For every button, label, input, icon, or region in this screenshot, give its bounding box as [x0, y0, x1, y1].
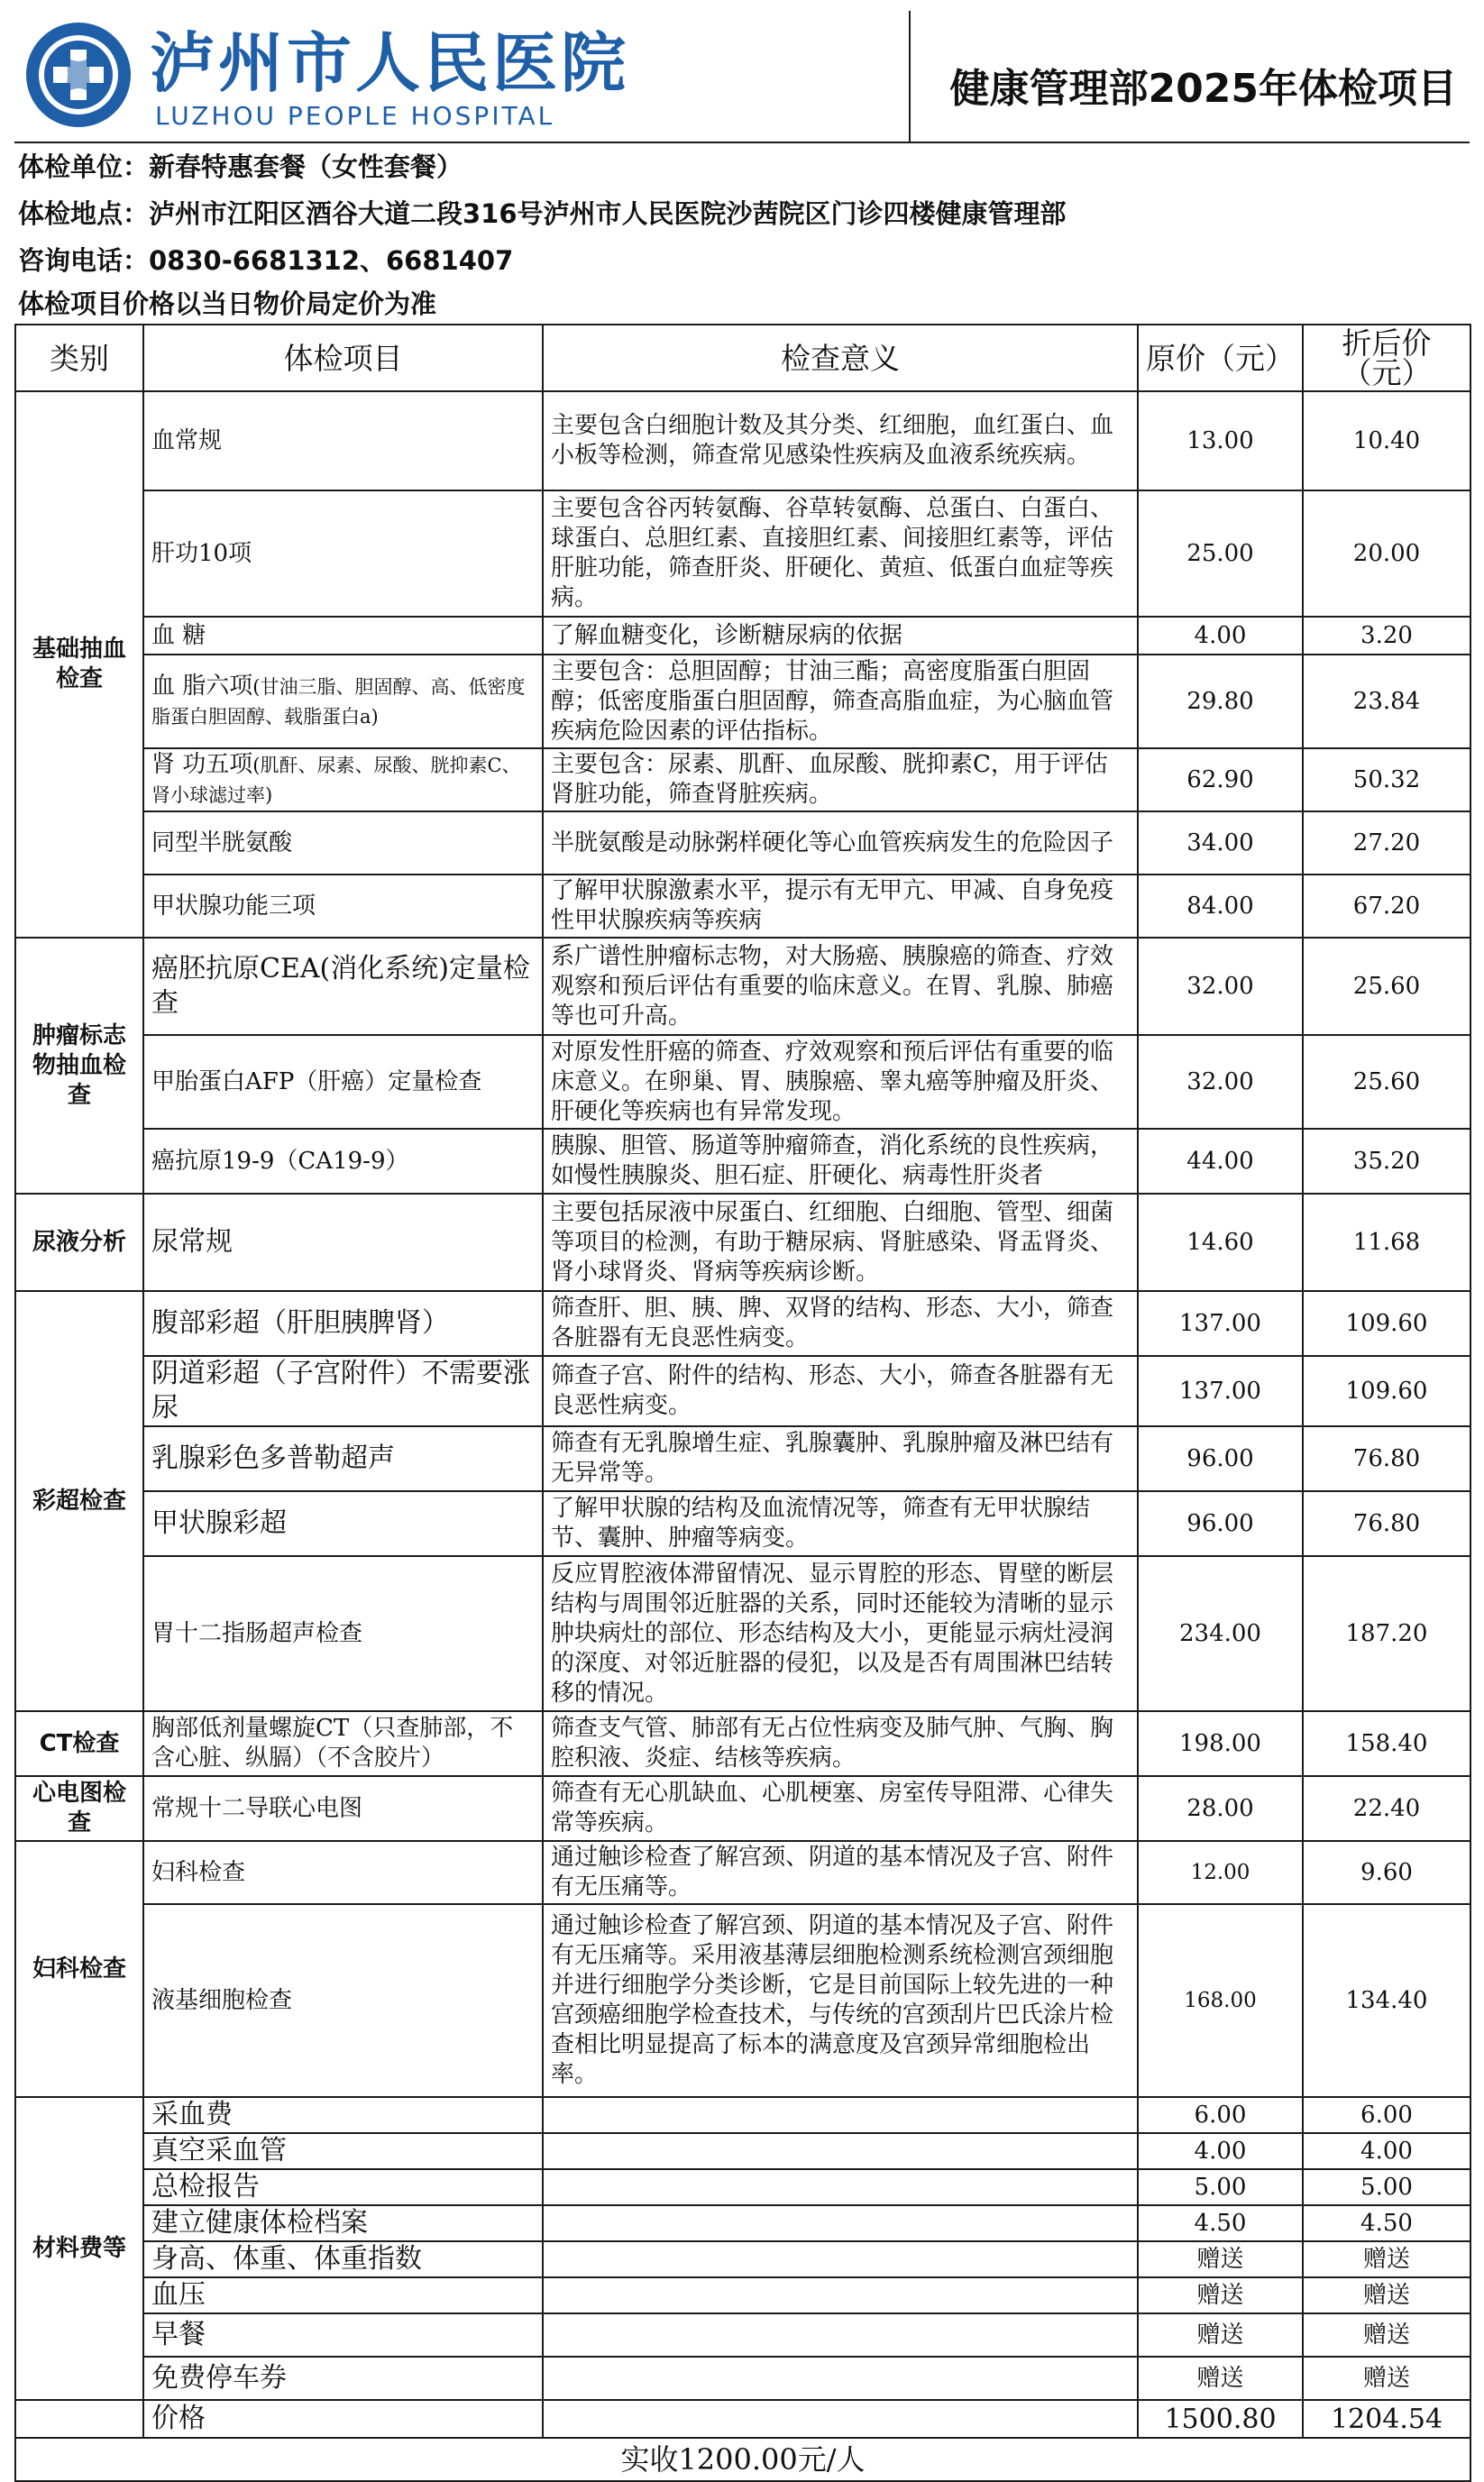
item-name: 阴道彩超（子宫附件）不需要涨尿 — [143, 1356, 543, 1426]
orig-price: 14.60 — [1138, 1194, 1303, 1291]
orig-price: 赠送 — [1138, 2357, 1303, 2400]
item-name: 同型半胱氨酸 — [143, 811, 543, 875]
table-row — [15, 2169, 1470, 2205]
table-row — [15, 2205, 1470, 2241]
table-row — [15, 748, 1470, 811]
item-name: 尿常规 — [143, 1194, 543, 1291]
category-gyn: 妇科检查 — [15, 1841, 143, 2097]
table-row — [15, 391, 1470, 490]
item-meaning — [543, 2313, 1138, 2357]
exam-table — [14, 324, 1471, 2482]
disc-price: 76.80 — [1303, 1491, 1470, 1556]
item-name-cell — [143, 655, 543, 748]
disc-price: 134.40 — [1303, 1904, 1470, 2097]
disc-price: 76.80 — [1303, 1426, 1470, 1491]
item-meaning: 主要包括尿液中尿蛋白、红细胞、白细胞、管型、细菌等项目的检测，有助于糖尿病、肾脏感染、肾盂肾炎、肾小球肾炎、肾病等疾病诊断。 — [543, 1194, 1138, 1291]
table-row — [15, 1904, 1470, 2097]
item-meaning — [543, 2205, 1138, 2241]
item-meaning: 了解甲状腺的结构及血流情况等，筛查有无甲状腺结节、囊肿、肿瘤等病变。 — [543, 1491, 1138, 1556]
orig-price: 137.00 — [1138, 1356, 1303, 1426]
category-ultrasound: 彩超检查 — [15, 1291, 143, 1711]
item-meaning — [543, 2133, 1138, 2169]
disc-price: 5.00 — [1303, 2169, 1470, 2205]
orig-price: 44.00 — [1138, 1129, 1303, 1194]
table-row — [15, 2313, 1470, 2357]
disc-price: 赠送 — [1303, 2241, 1470, 2277]
disc-price: 赠送 — [1303, 2357, 1470, 2400]
disc-price: 22.40 — [1303, 1776, 1470, 1841]
disc-price: 158.40 — [1303, 1711, 1470, 1776]
item-meaning — [543, 2241, 1138, 2277]
item-name: 液基细胞检查 — [143, 1904, 543, 2097]
disc-price: 11.68 — [1303, 1194, 1470, 1291]
item-detail: (甘油三脂、胆固醇、高、低密度脂蛋白胆固醇、载脂蛋白a) — [151, 676, 526, 728]
table-row — [15, 1711, 1470, 1776]
item-name: 甲胎蛋白AFP（肝癌）定量检查 — [143, 1035, 543, 1129]
table-row — [15, 2133, 1470, 2169]
info-phone: 咨询电话：0830-6681312、6681407 — [18, 245, 514, 276]
item-name: 总检报告 — [143, 2169, 543, 2205]
item-meaning — [543, 2169, 1138, 2205]
disc-price: 4.50 — [1303, 2205, 1470, 2241]
item-name-cell — [143, 748, 543, 811]
category-tumor: 肿瘤标志物抽血检查 — [15, 938, 143, 1194]
col-category: 类别 — [15, 325, 143, 391]
page — [14, 11, 1470, 2482]
orig-price: 赠送 — [1138, 2241, 1303, 2277]
category-material: 材料费等 — [15, 2097, 143, 2400]
item-name: 免费停车券 — [143, 2357, 543, 2400]
item-meaning — [543, 2277, 1138, 2313]
item-meaning: 了解甲状腺激素水平，提示有无甲亢、甲减、自身免疫性甲状腺疾病等疾病 — [543, 875, 1138, 938]
item-meaning — [543, 2097, 1138, 2133]
item-name: 腹部彩超（肝胆胰脾肾） — [143, 1291, 543, 1356]
disc-price: 50.32 — [1303, 748, 1470, 811]
item-meaning: 筛查有无乳腺增生症、乳腺囊肿、乳腺肿瘤及淋巴结有无异常等。 — [543, 1426, 1138, 1491]
disc-price: 25.60 — [1303, 938, 1470, 1035]
orig-price: 96.00 — [1138, 1491, 1303, 1556]
table-row — [15, 1841, 1470, 1904]
total-row — [15, 2400, 1470, 2438]
item-name: 采血费 — [143, 2097, 543, 2133]
disc-price: 67.20 — [1303, 875, 1470, 938]
total-label: 价格 — [143, 2400, 543, 2438]
table-row — [15, 1291, 1470, 1356]
orig-price: 32.00 — [1138, 938, 1303, 1035]
disc-price: 109.60 — [1303, 1356, 1470, 1426]
orig-price: 62.90 — [1138, 748, 1303, 811]
total-orig-price: 1500.80 — [1138, 2400, 1303, 2438]
col-orig-price: 原价（元） — [1138, 325, 1303, 391]
orig-price: 赠送 — [1138, 2277, 1303, 2313]
final-price: 实收1200.00元/人 — [15, 2438, 1470, 2481]
disc-price: 3.20 — [1303, 617, 1470, 655]
item-name: 常规十二导联心电图 — [143, 1776, 543, 1841]
orig-price: 28.00 — [1138, 1776, 1303, 1841]
header-title-box — [909, 11, 1470, 142]
orig-price: 32.00 — [1138, 1035, 1303, 1129]
info-unit: 体检单位：新春特惠套餐（女性套餐） — [18, 151, 463, 182]
orig-price: 5.00 — [1138, 2169, 1303, 2205]
table-row — [15, 2357, 1470, 2400]
disc-price: 109.60 — [1303, 1291, 1470, 1356]
hospital-name-en: LUZHOU PEOPLE HOSPITAL — [155, 101, 555, 131]
orig-price: 4.00 — [1138, 2133, 1303, 2169]
item-meaning — [543, 2357, 1138, 2400]
item-name: 胃十二指肠超声检查 — [143, 1556, 543, 1711]
page-title: 健康管理部2025年体检项目 — [949, 66, 1457, 112]
info-note: 体检项目价格以当日物价局定价为准 — [18, 288, 437, 319]
item-meaning: 主要包含：尿素、肌酐、血尿酸、胱抑素C，用于评估肾脏功能，筛查肾脏疾病。 — [543, 748, 1138, 811]
item-meaning: 筛查支气管、肺部有无占位性病变及肺气肿、气胸、胸腔积液、炎症、结核等疾病。 — [543, 1711, 1138, 1776]
table-row — [15, 811, 1470, 875]
item-meaning: 主要包含白细胞计数及其分类、红细胞，血红蛋白、血小板等检测，筛查常见感染性疾病及血液系统疾病。 — [543, 391, 1138, 490]
disc-price: 35.20 — [1303, 1129, 1470, 1194]
item-name: 癌胚抗原CEA(消化系统)定量检查 — [143, 938, 543, 1035]
item-name: 身高、体重、体重指数 — [143, 2241, 543, 2277]
item-name: 癌抗原19-9（CA19-9） — [143, 1129, 543, 1194]
orig-price: 137.00 — [1138, 1291, 1303, 1356]
table-header-row — [15, 325, 1470, 391]
category-ct: CT检查 — [15, 1711, 143, 1776]
table-row — [15, 490, 1470, 617]
item-detail: (肌酐、尿素、尿酸、胱抑素C、肾小球滤过率) — [151, 755, 521, 806]
disc-price: 赠送 — [1303, 2277, 1470, 2313]
orig-price: 34.00 — [1138, 811, 1303, 875]
item-meaning: 反应胃腔液体滞留情况、显示胃腔的形态、胃壁的断层结构与周围邻近脏器的关系，同时还能较为清晰的显示肿块病灶的部位、形态结构及大小，更能显示病灶浸润的深度、对邻近脏器的侵犯，以及是否有周围淋巴结转移的情况。 — [543, 1556, 1138, 1711]
hospital-name-cn: 泸州市人民医院 — [150, 25, 630, 101]
table-row — [15, 1035, 1470, 1129]
disc-price: 赠送 — [1303, 2313, 1470, 2357]
table-row — [15, 1776, 1470, 1841]
item-meaning: 系广谱性肿瘤标志物，对大肠癌、胰腺癌的筛查、疗效观察和预后评估有重要的临床意义。在胃、乳腺、肺癌等也可升高。 — [543, 938, 1138, 1035]
total-blank — [15, 2400, 143, 2438]
item-meaning: 半胱氨酸是动脉粥样硬化等心血管疾病发生的危险因子 — [543, 811, 1138, 875]
disc-price: 10.40 — [1303, 391, 1470, 490]
item-name: 早餐 — [143, 2313, 543, 2357]
orig-price: 25.00 — [1138, 490, 1303, 617]
disc-price: 20.00 — [1303, 490, 1470, 617]
col-disc-price: 折后价（元） — [1303, 325, 1470, 391]
orig-price: 4.00 — [1138, 617, 1303, 655]
table-row — [15, 875, 1470, 938]
item-name: 血 脂六项 — [151, 673, 253, 700]
table-row — [15, 655, 1470, 748]
item-meaning: 主要包含谷丙转氨酶、谷草转氨酶、总蛋白、白蛋白、球蛋白、总胆红素、直接胆红素、间接胆红素等，评估肝脏功能，筛查肝炎、肝硬化、黄疸、低蛋白血症等疾病。 — [543, 490, 1138, 617]
table-row — [15, 2097, 1470, 2133]
orig-price: 198.00 — [1138, 1711, 1303, 1776]
total-disc-price: 1204.54 — [1303, 2400, 1470, 2438]
table-row — [15, 1426, 1470, 1491]
item-name: 血 糖 — [143, 617, 543, 655]
category-ecg: 心电图检查 — [15, 1776, 143, 1841]
orig-price: 234.00 — [1138, 1556, 1303, 1711]
total-meaning-blank — [543, 2400, 1138, 2438]
item-meaning: 胰腺、胆管、肠道等肿瘤筛查，消化系统的良性疾病，如慢性胰腺炎、胆石症、肝硬化、病毒性肝炎者 — [543, 1129, 1138, 1194]
orig-price: 168.00 — [1138, 1904, 1303, 2097]
table-row — [15, 1491, 1470, 1556]
table-row — [15, 617, 1470, 655]
table-row — [15, 1556, 1470, 1711]
item-name: 妇科检查 — [143, 1841, 543, 1904]
final-row — [15, 2438, 1470, 2481]
table-row — [15, 1129, 1470, 1194]
table-row — [15, 938, 1470, 1035]
item-meaning: 通过触诊检查了解宫颈、阴道的基本情况及子宫、附件有无压痛等。采用液基薄层细胞检测系统检测宫颈细胞并进行细胞学分类诊断，它是目前国际上较先进的一种宫颈癌细胞学检查技术，与传统的宫颈刮片巴氏涂片检查相比明显提高了标本的满意度及宫颈异常细胞检出率。 — [543, 1904, 1138, 2097]
table-row — [15, 2277, 1470, 2313]
item-meaning: 对原发性肝癌的筛查、疗效观察和预后评估有重要的临床意义。在卵巢、胃、胰腺癌、睾丸癌等肿瘤及肝炎、肝硬化等疾病也有异常发现。 — [543, 1035, 1138, 1129]
item-name: 甲状腺彩超 — [143, 1491, 543, 1556]
category-basic: 基础抽血检查 — [15, 391, 143, 938]
table-row — [15, 1356, 1470, 1426]
item-meaning: 筛查肝、胆、胰、脾、双肾的结构、形态、大小，筛查各脏器有无良恶性病变。 — [543, 1291, 1138, 1356]
category-urine: 尿液分析 — [15, 1194, 143, 1291]
header — [14, 11, 1470, 143]
info-location: 体检地点：泸州市江阳区酒谷大道二段316号泸州市人民医院沙茜院区门诊四楼健康管理部 — [18, 198, 1067, 229]
disc-price: 9.60 — [1303, 1841, 1470, 1904]
item-name: 甲状腺功能三项 — [143, 875, 543, 938]
item-name: 真空采血管 — [143, 2133, 543, 2169]
orig-price: 84.00 — [1138, 875, 1303, 938]
item-name: 血压 — [143, 2277, 543, 2313]
item-name: 血常规 — [143, 391, 543, 490]
item-name: 乳腺彩色多普勒超声 — [143, 1426, 543, 1491]
disc-price: 6.00 — [1303, 2097, 1470, 2133]
col-meaning: 检查意义 — [543, 325, 1138, 391]
item-meaning: 筛查有无心肌缺血、心肌梗塞、房室传导阻滞、心律失常等疾病。 — [543, 1776, 1138, 1841]
orig-price: 6.00 — [1138, 2097, 1303, 2133]
hospital-logo-icon — [23, 20, 133, 130]
table-row — [15, 1194, 1470, 1291]
orig-price: 12.00 — [1138, 1841, 1303, 1904]
item-meaning: 主要包含：总胆固醇；甘油三酯；高密度脂蛋白胆固醇；低密度脂蛋白胆固醇，筛查高脂血症，为心脑血管疾病危险因素的评估指标。 — [543, 655, 1138, 748]
disc-price: 27.20 — [1303, 811, 1470, 875]
item-meaning: 了解血糖变化，诊断糖尿病的依据 — [543, 617, 1138, 655]
disc-price: 25.60 — [1303, 1035, 1470, 1129]
orig-price: 29.80 — [1138, 655, 1303, 748]
item-meaning: 筛查子宫、附件的结构、形态、大小，筛查各脏器有无良恶性病变。 — [543, 1356, 1138, 1426]
orig-price: 13.00 — [1138, 391, 1303, 490]
table-row — [15, 2241, 1470, 2277]
disc-price: 4.00 — [1303, 2133, 1470, 2169]
disc-price: 23.84 — [1303, 655, 1470, 748]
disc-price: 187.20 — [1303, 1556, 1470, 1711]
item-name: 肾 功五项 — [151, 751, 253, 778]
orig-price: 4.50 — [1138, 2205, 1303, 2241]
item-name: 胸部低剂量螺旋CT（只查肺部，不含心脏、纵膈）（不含胶片） — [143, 1711, 543, 1776]
item-name: 肝功10项 — [143, 490, 543, 617]
col-item: 体检项目 — [143, 325, 543, 391]
orig-price: 96.00 — [1138, 1426, 1303, 1491]
item-name: 建立健康体检档案 — [143, 2205, 543, 2241]
item-meaning: 通过触诊检查了解宫颈、阴道的基本情况及子宫、附件有无压痛等。 — [543, 1841, 1138, 1904]
orig-price: 赠送 — [1138, 2313, 1303, 2357]
